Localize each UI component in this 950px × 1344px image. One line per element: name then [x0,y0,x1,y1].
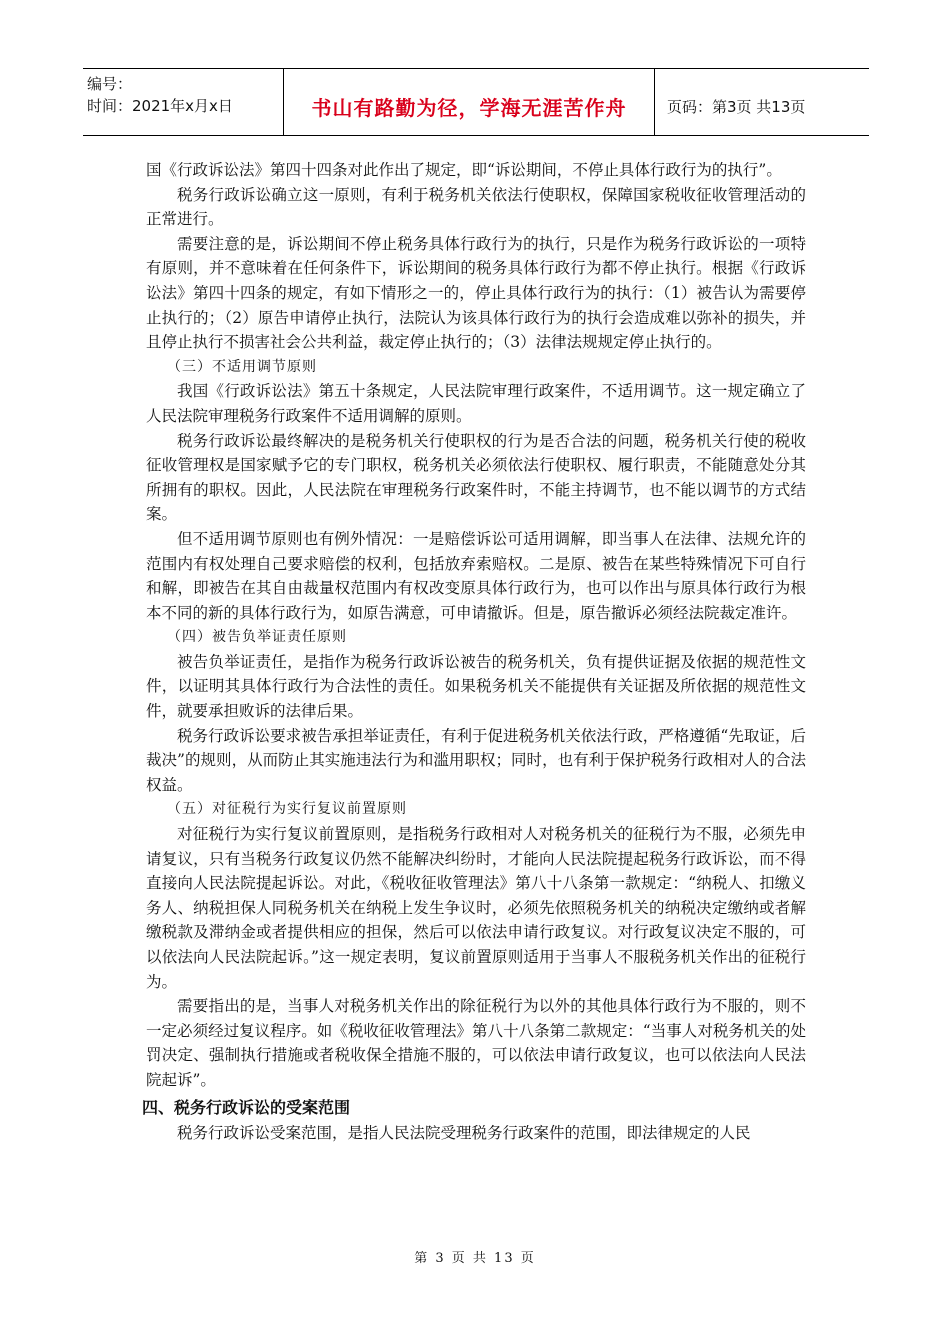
header-motto: 书山有路勤为径，学海无涯苦作舟 [311,95,627,120]
paragraph: 税务行政诉讼要求被告承担举证责任，有利于促进税务机关依法行政，严格遵循“先取证，后裁决”的规则，从而防止其实施违法行为和滥用职权；同时，也有利于保护税务行政相对人的合法权益。 [146,726,806,794]
subsection-heading: （三）不适用调节原则 [167,358,317,375]
document-number-label: 编号： [87,75,133,93]
header-page-indicator: 页码：第3页 共13页 [667,97,806,116]
header-info [83,69,283,135]
paragraph: 被告负举证责任，是指作为税务行政诉讼被告的税务机关，负有提供证据及依据的规范性文件，以证明其具体行政行为合法性的责任。如果税务机关不能提供有关证据及所依据的规范性文件，就要承担败诉的法律后果。 [146,652,806,721]
paragraph: 需要注意的是，诉讼期间不停止税务具体行政行为的执行，只是作为税务行政诉讼的一项特有原则，并不意味着在任何条件下，诉讼期间的税务具体行政行为都不停止执行。根据《行政诉讼法》第四十四条的规定，有如下情形之一的，停止具体行政行为的执行：（1）被告认为需要停止执行的；（2）原告申请停止执行，法院认为该具体行政行为的执行会造成难以弥补的损失，并且停止执行不损害社会公共利益，裁定停止执行的；（3）法律法规规定停止执行的。 [146,234,806,352]
section-heading: 四、税务行政诉讼的受案范围 [142,1097,351,1117]
paragraph: 国《行政诉讼法》第四十四条对此作出了规定，即“诉讼期间，不停止具体行政行为的执行”。 [146,161,782,179]
paragraph: 税务行政诉讼受案范围，是指人民法院受理税务行政案件的范围，即法律规定的人民 [177,1123,751,1142]
document-date-label: 时间：2021年x月x日 [87,97,233,115]
page-header [83,68,869,136]
header-page-cell [655,69,869,135]
paragraph: 对征税行为实行复议前置原则，是指税务行政相对人对税务机关的征税行为不服，必须先申请复议，只有当税务行政复议仍然不能解决纠纷时，才能向人民法院提起税务行政诉讼，而不得直接向人民法院提起诉讼。对此，《税收征收管理法》第八十八条第一款规定：“纳税人、扣缴义务人、纳税担保人同税务机关在纳税上发生争议时，必须先依照税务机关的纳税决定缴纳或者解缴税款及滞纳金或者提供相应的担保，然后可以依法申请行政复议。对行政复议决定不服的，可以依法向人民法院起诉。”这一规定表明，复议前置原则适用于当事人不服税务机关作出的征税行为。 [146,825,806,991]
document-body [142,158,806,1145]
subsection-heading: （四）被告负举证责任原则 [167,629,347,646]
page-footer: 第 3 页 共 13 页 [414,1251,536,1266]
header-motto-cell [283,69,655,135]
paragraph: 税务行政诉讼确立这一原则，有利于税务机关依法行使职权，保障国家税收征收管理活动的正常进行。 [146,185,806,229]
paragraph: 需要指出的是，当事人对税务机关作出的除征税行为以外的其他具体行政行为不服的，则不一定必须经过复议程序。如《税收征收管理法》第八十八条第二款规定：“当事人对税务机关的处罚决定、强制执行措施或者税收保全措施不服的，可以依法申请行政复议，也可以依法向人民法院起诉”。 [146,997,806,1089]
subsection-heading: （五）对征税行为实行复议前置原则 [167,801,407,818]
paragraph: 税务行政诉讼最终解决的是税务机关行使职权的行为是否合法的问题，税务机关行使的税收征收管理权是国家赋予它的专门职权，税务机关必须依法行使职权、履行职责，不能随意处分其所拥有的职权。因此，人民法院在审理税务行政案件时，不能主持调节，也不能以调节的方式结案。 [146,431,806,524]
paragraph: 但不适用调节原则也有例外情况：一是赔偿诉讼可适用调解，即当事人在法律、法规允许的范围内有权处理自己要求赔偿的权利，包括放弃索赔权。二是原、被告在某些特殊情况下可自行和解，即被告在其自由裁量权范围内有权改变原具体行政行为，也可以作出与原具体行政行为根本不同的新的具体行政行为，如原告满意，可申请撤诉。但是，原告撤诉必须经法院裁定准许。 [146,529,806,622]
paragraph: 我国《行政诉讼法》第五十条规定，人民法院审理行政案件，不适用调节。这一规定确立了人民法院审理税务行政案件不适用调解的原则。 [146,382,806,425]
